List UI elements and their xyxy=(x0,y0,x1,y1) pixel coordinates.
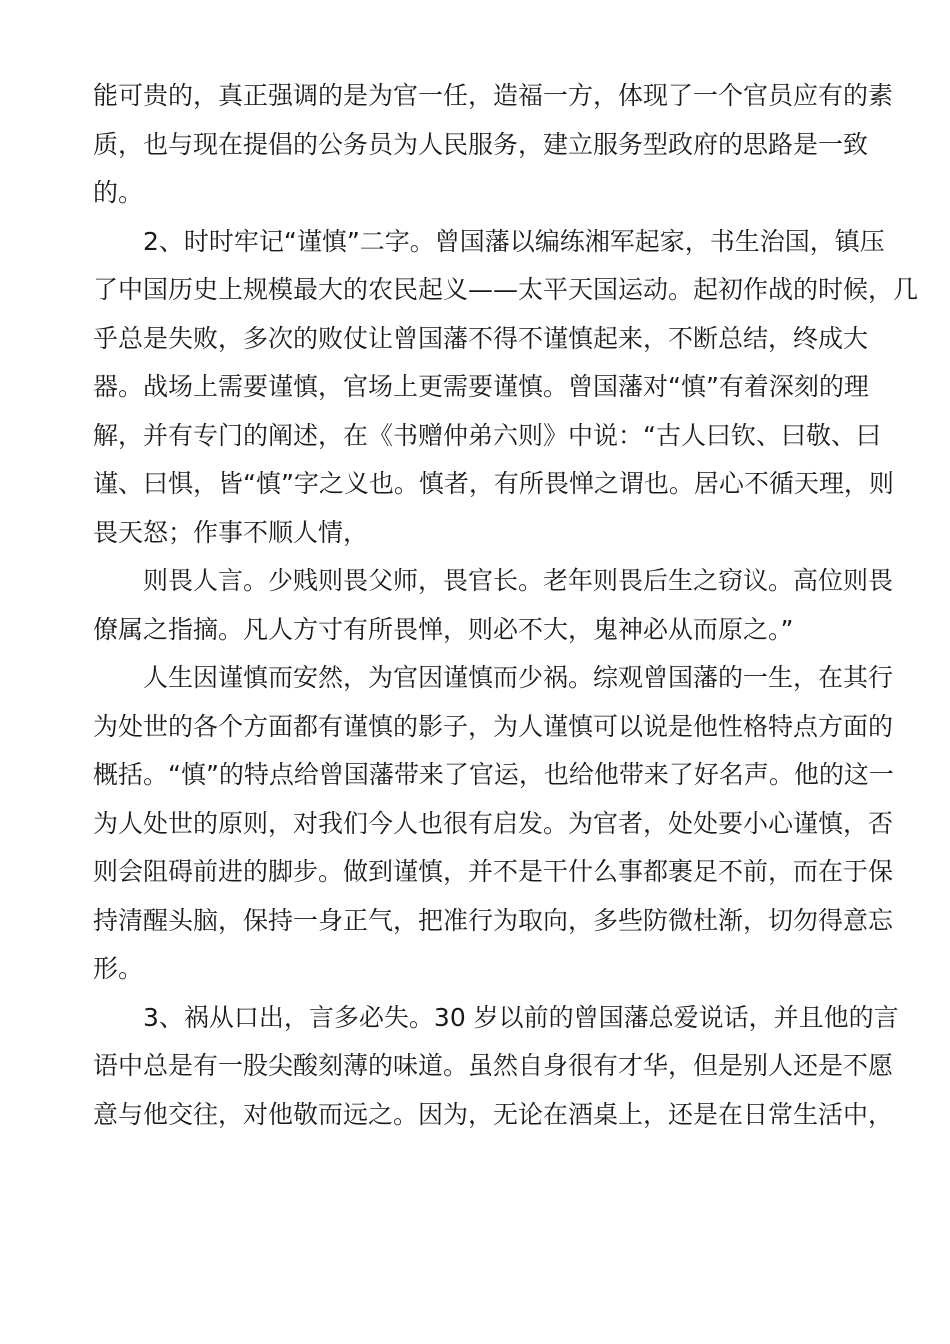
text-line: 为人处世的原则，对我们今人也很有启发。为官者，处处要小心谨慎，否 xyxy=(93,808,894,838)
paragraph-heading-line: 3、祸从口出，言多必失。30 岁以前的曾国藩总爱说话，并且他的言 xyxy=(143,1002,899,1032)
text-line: 持清醒头脑，保持一身正气，把准行为取向，多些防微杜渐，切勿得意忘 xyxy=(93,905,894,935)
text-line: 了中国历史上规模最大的农民起义——太平天国运动。起初作战的时候，几 xyxy=(93,275,919,304)
text-line: 意与他交往，对他敬而远之。因为，无论在酒桌上，还是在日常生活中， xyxy=(93,1099,894,1129)
document-body xyxy=(93,72,919,1139)
text-line: 谨、曰惧，皆“慎”字之义也。慎者，有所畏惮之谓也。居心不循天理，则 xyxy=(93,469,894,498)
text-line: 质，也与现在提倡的公务员为人民服务，建立服务型政府的思路是一致 xyxy=(93,129,869,159)
text-line: 语中总是有一股尖酸刻薄的味道。虽然自身很有才华，但是别人还是不愿 xyxy=(93,1051,894,1080)
text-line: 为处世的各个方面都有谨慎的影子，为人谨慎可以说是他性格特点方面的 xyxy=(93,711,894,741)
text-line: 乎总是失败，多次的败仗让曾国藩不得不谨慎起来，不断总结，终成大 xyxy=(93,323,869,353)
text-line: 器。战场上需要谨慎，官场上更需要谨慎。曾国藩对“慎”有着深刻的理 xyxy=(93,372,869,401)
text-line: 人生因谨慎而安然，为官因谨慎而少祸。综观曾国藩的一生，在其行 xyxy=(143,663,894,692)
text-line: 形。 xyxy=(93,954,144,983)
paragraph-heading-line: 2、时时牢记“谨慎”二字。曾国藩以编练湘军起家，书生治国，镇压 xyxy=(143,226,885,256)
text-line: 则会阻碍前进的脚步。做到谨慎，并不是干什么事都裹足不前，而在于保 xyxy=(93,857,894,886)
text-line: 概括。“慎”的特点给曾国藩带来了官运，也给他带来了好名声。他的这一 xyxy=(93,760,894,789)
text-line: 解，并有专门的阐述，在《书赠仲弟六则》中说：“古人曰钦、曰敬、曰 xyxy=(93,420,881,450)
text-line: 畏天怒；作事不顺人情， xyxy=(93,517,369,547)
text-line: 能可贵的，真正强调的是为官一任，造福一方，体现了一个官员应有的素 xyxy=(93,81,894,110)
text-line: 则畏人言。少贱则畏父师，畏官长。老年则畏后生之窃议。高位则畏 xyxy=(143,566,894,595)
text-line: 僚属之指摘。凡人方寸有所畏惮，则必不大，鬼神必从而原之。” xyxy=(93,614,794,644)
text-line: 的。 xyxy=(93,178,144,207)
